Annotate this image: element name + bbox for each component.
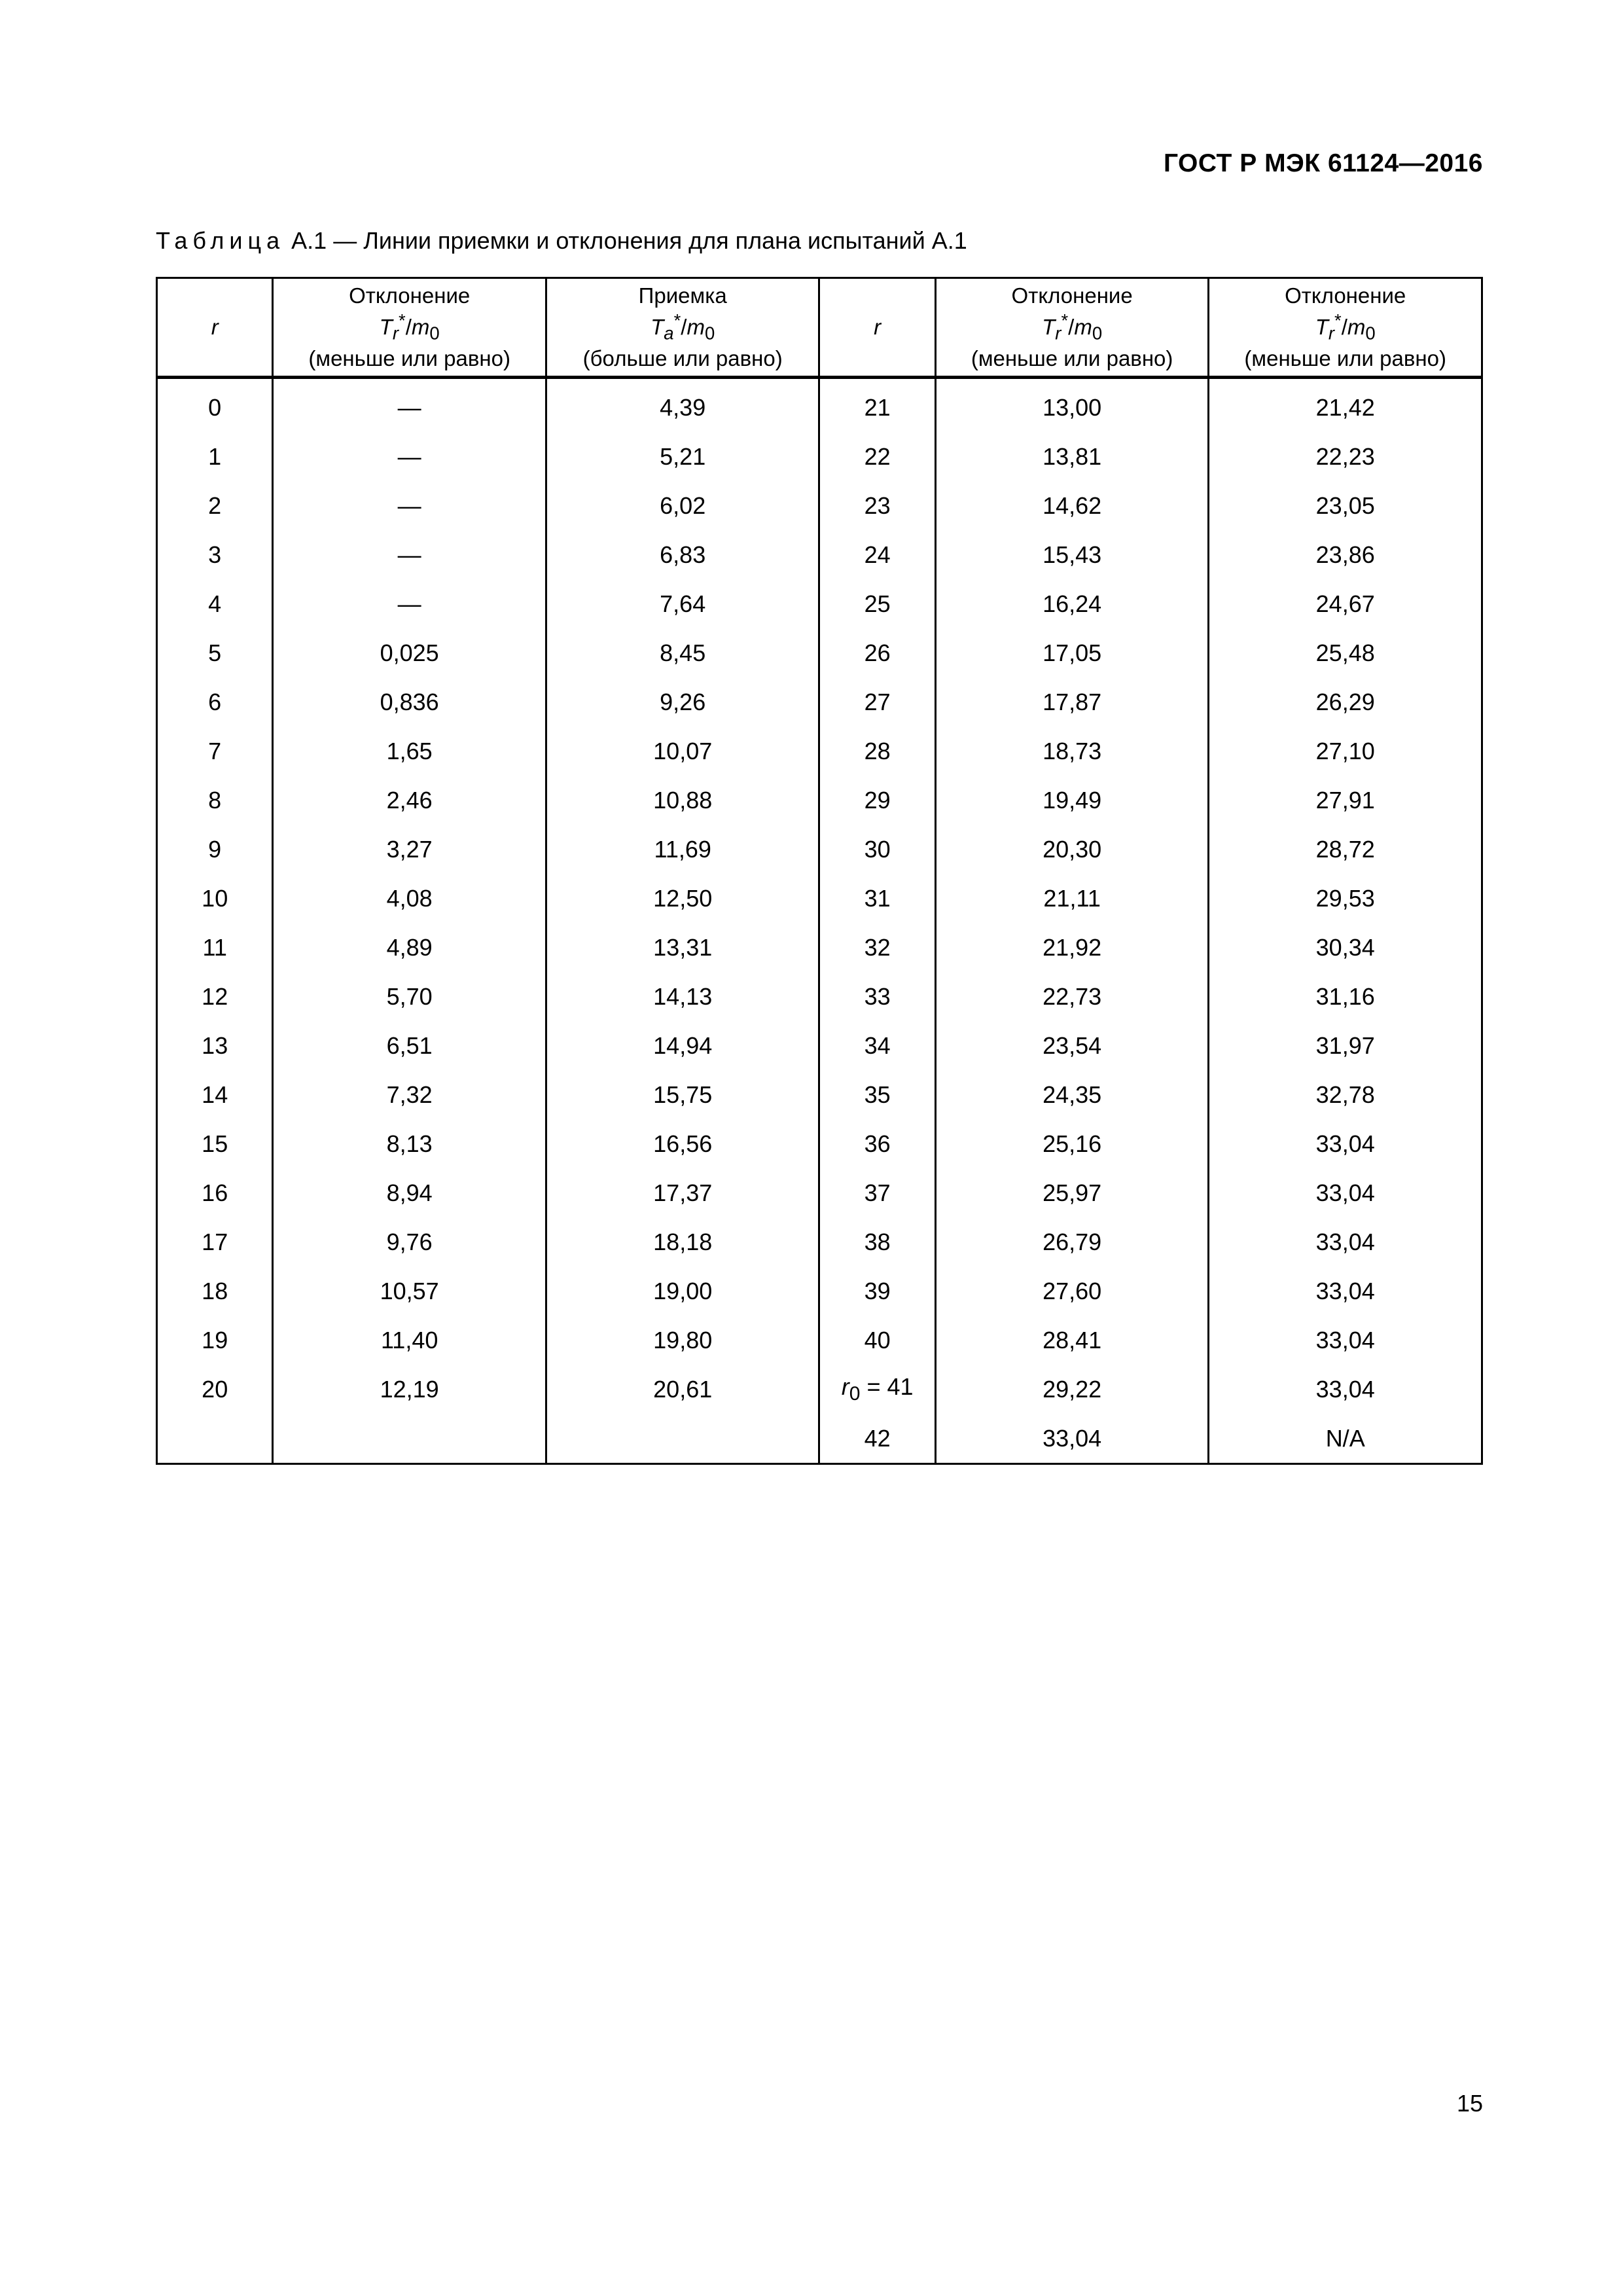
table-cell: 26,29	[1209, 677, 1482, 726]
table-cell: 1	[157, 432, 273, 481]
table-cell: 16,56	[546, 1119, 819, 1168]
table-cell: 7,64	[546, 579, 819, 628]
table-cell: 28	[819, 726, 935, 776]
table-cell: 32	[819, 923, 935, 972]
table-cell: 3,27	[273, 825, 546, 874]
table-cell: 35	[819, 1070, 935, 1119]
table-row	[157, 1365, 1482, 1414]
table-row	[157, 1168, 1482, 1217]
table-caption-prefix: Таблица	[156, 227, 285, 254]
table-row	[157, 1266, 1482, 1316]
table-cell: 33,04	[935, 1414, 1209, 1464]
table-cell: 39	[819, 1266, 935, 1316]
table-row	[157, 1316, 1482, 1365]
table-cell: 33,04	[1209, 1316, 1482, 1365]
table-cell: 9,76	[273, 1217, 546, 1266]
table-cell: 25	[819, 579, 935, 628]
table-cell: 14,94	[546, 1021, 819, 1070]
table-row	[157, 1119, 1482, 1168]
table-cell: 0,836	[273, 677, 546, 726]
table-cell: 13,31	[546, 923, 819, 972]
table-row	[157, 972, 1482, 1021]
table-cell: 26,79	[935, 1217, 1209, 1266]
table-cell: 24	[819, 530, 935, 579]
table-cell: 29	[819, 776, 935, 825]
column-header-r-2: r	[819, 278, 935, 378]
table-cell: 22	[819, 432, 935, 481]
table-cell: 13,81	[935, 432, 1209, 481]
table-cell: 33,04	[1209, 1217, 1482, 1266]
table-row	[157, 776, 1482, 825]
table-cell: 10,88	[546, 776, 819, 825]
table-cell: 13	[157, 1021, 273, 1070]
table-cell: 15,75	[546, 1070, 819, 1119]
column-header-r: r	[157, 278, 273, 378]
table-row	[157, 378, 1482, 433]
table-cell: 33,04	[1209, 1266, 1482, 1316]
table-cell: 10,07	[546, 726, 819, 776]
table-cell: 22,73	[935, 972, 1209, 1021]
table-row	[157, 1217, 1482, 1266]
table-header-row	[157, 278, 1482, 378]
table-cell: 15,43	[935, 530, 1209, 579]
table-cell: 5	[157, 628, 273, 677]
table-cell: 4,89	[273, 923, 546, 972]
table-cell: 21,11	[935, 874, 1209, 923]
table-row	[157, 726, 1482, 776]
table-cell: 28,41	[935, 1316, 1209, 1365]
table-cell: 26	[819, 628, 935, 677]
table-cell: 27	[819, 677, 935, 726]
table-cell: 21	[819, 378, 935, 433]
table-cell: 23,05	[1209, 481, 1482, 530]
table-cell: 40	[819, 1316, 935, 1365]
table-cell: 21,92	[935, 923, 1209, 972]
table-cell: 19,49	[935, 776, 1209, 825]
table-cell: 25,16	[935, 1119, 1209, 1168]
table-cell: 22,23	[1209, 432, 1482, 481]
table-row	[157, 628, 1482, 677]
table-cell: 4	[157, 579, 273, 628]
table-cell: —	[273, 432, 546, 481]
table-row	[157, 579, 1482, 628]
table-cell: 32,78	[1209, 1070, 1482, 1119]
table-cell: 18	[157, 1266, 273, 1316]
table-cell: 17	[157, 1217, 273, 1266]
table-cell: 31,16	[1209, 972, 1482, 1021]
table-row	[157, 1021, 1482, 1070]
table-cell: 20	[157, 1365, 273, 1414]
table-cell: 5,70	[273, 972, 546, 1021]
table-cell: 42	[819, 1414, 935, 1464]
table-cell: —	[273, 481, 546, 530]
table-cell: 19,00	[546, 1266, 819, 1316]
table-cell: 33,04	[1209, 1365, 1482, 1414]
table-cell: 6,02	[546, 481, 819, 530]
table-cell: N/A	[1209, 1414, 1482, 1464]
table-cell: 16,24	[935, 579, 1209, 628]
table-cell: 9	[157, 825, 273, 874]
table-cell: 24,35	[935, 1070, 1209, 1119]
table-body	[157, 378, 1482, 1464]
table-cell: 19,80	[546, 1316, 819, 1365]
table-cell: 29,22	[935, 1365, 1209, 1414]
table-row	[157, 1070, 1482, 1119]
table-cell: 30	[819, 825, 935, 874]
table-cell: 16	[157, 1168, 273, 1217]
table-cell: 8,13	[273, 1119, 546, 1168]
table-cell: 10,57	[273, 1266, 546, 1316]
table-cell: 31	[819, 874, 935, 923]
table-cell: 4,08	[273, 874, 546, 923]
table-cell: 24,67	[1209, 579, 1482, 628]
table-cell: 25,97	[935, 1168, 1209, 1217]
table-cell: 7	[157, 726, 273, 776]
table-cell: 3	[157, 530, 273, 579]
table-cell: 0,025	[273, 628, 546, 677]
table-cell: 23	[819, 481, 935, 530]
table-row	[157, 677, 1482, 726]
table-cell: 29,53	[1209, 874, 1482, 923]
table-cell: 8	[157, 776, 273, 825]
acceptance-rejection-table	[156, 277, 1483, 1465]
table-cell: —	[273, 378, 546, 433]
table-cell: 7,32	[273, 1070, 546, 1119]
table-cell: 17,37	[546, 1168, 819, 1217]
table-cell: —	[273, 530, 546, 579]
table-cell: 28,72	[1209, 825, 1482, 874]
table-cell: 2,46	[273, 776, 546, 825]
table-cell: 12,50	[546, 874, 819, 923]
table-cell: 12	[157, 972, 273, 1021]
table-cell: 19	[157, 1316, 273, 1365]
table-cell: 23,86	[1209, 530, 1482, 579]
table-cell: 18,18	[546, 1217, 819, 1266]
table-cell: 31,97	[1209, 1021, 1482, 1070]
table-cell: $r_0 = 41$	[819, 1365, 935, 1414]
page-number: 15	[1456, 2090, 1483, 2117]
table-cell: 11,40	[273, 1316, 546, 1365]
table-cell	[546, 1414, 819, 1464]
table-row	[157, 923, 1482, 972]
table-cell: 6,83	[546, 530, 819, 579]
column-header-rejection-2: Отклонение $T_r^*/m_0$ (меньше или равно)	[935, 278, 1209, 378]
table-row	[157, 432, 1482, 481]
column-header-rejection: Отклонение $T_r^*/m_0$ (меньше или равно)	[273, 278, 546, 378]
table-row	[157, 530, 1482, 579]
table-cell: 33,04	[1209, 1168, 1482, 1217]
table-cell: 17,05	[935, 628, 1209, 677]
table-cell: 33	[819, 972, 935, 1021]
table-caption-text: А.1 — Линии приемки и отклонения для плана испытаний А.1	[291, 227, 967, 254]
table-caption	[156, 227, 967, 255]
table-cell: 13,00	[935, 378, 1209, 433]
table-cell: 17,87	[935, 677, 1209, 726]
table-cell: 30,34	[1209, 923, 1482, 972]
table-cell: 1,65	[273, 726, 546, 776]
table-cell: 27,91	[1209, 776, 1482, 825]
table-row	[157, 825, 1482, 874]
table-cell: 8,94	[273, 1168, 546, 1217]
table-cell: 33,04	[1209, 1119, 1482, 1168]
table-cell: 2	[157, 481, 273, 530]
table-cell: 21,42	[1209, 378, 1482, 433]
table-cell: 23,54	[935, 1021, 1209, 1070]
table-cell: 8,45	[546, 628, 819, 677]
document-code: ГОСТ Р МЭК 61124—2016	[1163, 149, 1483, 177]
table-cell: 36	[819, 1119, 935, 1168]
table-cell: 6,51	[273, 1021, 546, 1070]
table-cell: 14	[157, 1070, 273, 1119]
table-cell: 15	[157, 1119, 273, 1168]
table-row	[157, 481, 1482, 530]
table-cell: 37	[819, 1168, 935, 1217]
table-cell: 6	[157, 677, 273, 726]
table-cell: 10	[157, 874, 273, 923]
column-header-acceptance: Приемка $T_a^*/m_0$ (больше или равно)	[546, 278, 819, 378]
table-cell: 14,62	[935, 481, 1209, 530]
table-cell: 11	[157, 923, 273, 972]
table-cell: 5,21	[546, 432, 819, 481]
table-cell: 20,61	[546, 1365, 819, 1414]
table-cell: 12,19	[273, 1365, 546, 1414]
table-cell: 27,10	[1209, 726, 1482, 776]
table-cell: 34	[819, 1021, 935, 1070]
table-cell: 18,73	[935, 726, 1209, 776]
table-cell: 38	[819, 1217, 935, 1266]
table-cell: —	[273, 579, 546, 628]
table-cell: 11,69	[546, 825, 819, 874]
table-cell	[273, 1414, 546, 1464]
table-cell: 20,30	[935, 825, 1209, 874]
table-cell: 0	[157, 378, 273, 433]
table-cell: 25,48	[1209, 628, 1482, 677]
column-header-rejection-3: Отклонение $T_r^*/m_0$ (меньше или равно)	[1209, 278, 1482, 378]
table-cell	[157, 1414, 273, 1464]
table-cell: 27,60	[935, 1266, 1209, 1316]
table-cell: 4,39	[546, 378, 819, 433]
table-cell: 9,26	[546, 677, 819, 726]
table-cell: 14,13	[546, 972, 819, 1021]
table-row	[157, 874, 1482, 923]
table-row	[157, 1414, 1482, 1464]
